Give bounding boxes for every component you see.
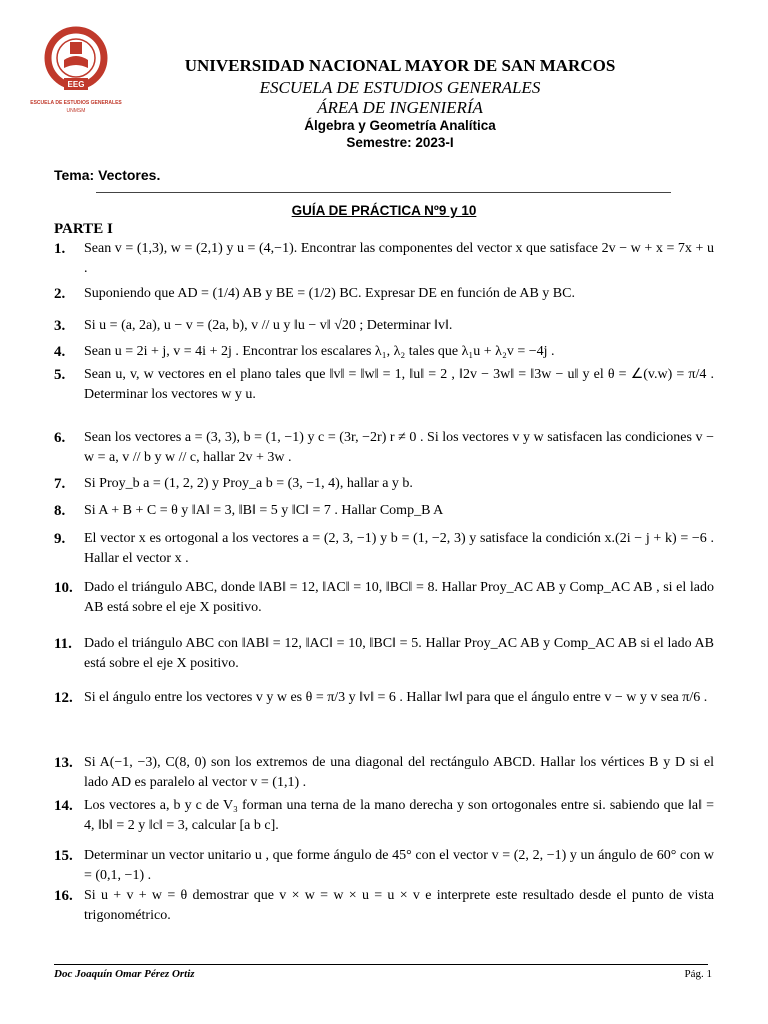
problem-number: 10.: [54, 580, 73, 596]
problem-6: [54, 428, 714, 468]
problem-10: [54, 578, 714, 618]
problem-16: [54, 886, 714, 926]
problem-11: [54, 634, 714, 674]
problem-text: Si el ángulo entre los vectores v y w es θ = π/3 y ‖v‖ = 6 . Hallar ‖w‖ para que el ángulo entre v − w y v sea π/6 .: [84, 690, 708, 705]
problem-text: Si Proy_b a = (1, 2, 2) y Proy_a b = (3, −1, 4), hallar a y b.: [84, 476, 413, 491]
footer-author: Doc Joaquín Omar Pérez Ortiz: [54, 968, 195, 980]
problem-14: [54, 796, 714, 836]
header-divider: [96, 192, 671, 193]
problem-text: Suponiendo que AD = (1/4) AB y BE = (1/2) BC. Expresar DE en función de AB y BC.: [84, 286, 575, 301]
problem-15: [54, 846, 714, 886]
logo-initials: EEG: [67, 80, 85, 89]
problem-12: [54, 688, 714, 708]
problem-text: Si u + v + w = θ demostrar que v × w = w × u = u × v e interprete este resultado desde el punto de vista trigonométrico.: [84, 888, 714, 923]
problem-number: 4.: [54, 344, 66, 360]
problem-13: [54, 753, 714, 793]
problem-number: 6.: [54, 430, 66, 446]
problem-3: [54, 316, 714, 336]
problem-9: [54, 529, 714, 569]
problem-text: Los vectores a, b y c de V₃ forman una terna de la mano derecha y son ortogonales entre si. sabiendo que ‖a‖ = 4, ‖b‖ = 2 y ‖c‖ = 3, calcular [a b c].: [84, 798, 714, 833]
logo-sub-text: UNMSM: [66, 108, 86, 114]
problem-text: El vector x es ortogonal a los vectores a = (2, 3, −1) y b = (1, −2, 3) y satisface la condición x.(2i − j + k) = −6 . Hallar el vector x .: [84, 531, 714, 566]
part-heading: PARTE I: [54, 221, 113, 237]
guide-title: GUÍA DE PRÁCTICA Nº9 y 10: [291, 203, 477, 218]
problem-number: 12.: [54, 690, 73, 706]
problem-number: 2.: [54, 286, 66, 302]
problem-text: Dado el triángulo ABC con ‖AB‖ = 12, ‖AC‖ = 10, ‖BC‖ = 5. Hallar Proy_AC AB y Comp_AC AB si el lado AB está sobre el eje X positivo.: [84, 636, 714, 671]
problem-number: 9.: [54, 531, 66, 547]
logo-ring-text: ESCUELA DE ESTUDIOS GENERALES: [30, 100, 122, 106]
problem-number: 11.: [54, 636, 72, 652]
problem-text: Sean los vectores a = (3, 3), b = (1, −1) y c = (3r, −2r) r ≠ 0 . Si los vectores v y w satisfacen las condiciones v − w = a, v // b y w // c, hallar 2v + 3w .: [84, 430, 714, 465]
problem-number: 14.: [54, 798, 73, 814]
problem-text: Si A(−1, −3), C(8, 0) son los extremos de una diagonal del rectángulo ABCD. Hallar los vértices B y D si el lado AD es paralelo al vector v = (1,1) .: [84, 755, 714, 790]
university-logo: [30, 24, 148, 120]
problem-4: [54, 342, 714, 362]
problem-text: Sean u, v, w vectores en el plano tales que ‖v‖ = ‖w‖ = 1, ‖u‖ = 2 , ‖2v − 3w‖ = ‖3w − u‖ y el θ = ∠(v.w) = π/4 . Determinar los vectores w y u.: [84, 367, 714, 402]
problem-number: 7.: [54, 476, 66, 492]
problem-number: 5.: [54, 367, 66, 383]
topic: Tema: Vectores.: [54, 167, 161, 183]
problem-number: 13.: [54, 755, 73, 771]
problem-5: [54, 365, 714, 405]
problem-number: 15.: [54, 848, 73, 864]
university-name: UNIVERSIDAD NACIONAL MAYOR DE SAN MARCOS: [184, 56, 616, 75]
problem-8: [54, 501, 714, 521]
problem-text: Determinar un vector unitario u , que forme ángulo de 45° con el vector v = (2, 2, −1) y un ángulo de 60° con w = (0,1, −1) .: [84, 848, 714, 883]
course-name: Álgebra y Geometría Analítica: [304, 118, 496, 133]
problem-text: Sean u = 2i + j, v = 4i + 2j . Encontrar los escalares λ₁, λ₂ tales que λ₁u + λ₂v = −4j .: [84, 344, 555, 359]
footer-page-number: Pág. 1: [684, 968, 712, 980]
semester: Semestre: 2023-I: [346, 135, 454, 150]
problem-text: Si u = (a, 2a), u − v = (2a, b), v // u y ‖u − v‖ √20 ; Determinar ‖v‖.: [84, 318, 453, 333]
problem-1: [54, 239, 714, 279]
problem-text: Sean v = (1,3), w = (2,1) y u = (4,−1). Encontrar las componentes del vector x que satisface 2v − w + x = 7x + u .: [84, 241, 714, 276]
problem-number: 16.: [54, 888, 73, 904]
school-name: ESCUELA DE ESTUDIOS GENERALES: [259, 78, 541, 97]
problem-7: [54, 474, 714, 494]
problem-text: Dado el triángulo ABC, donde ‖AB‖ = 12, ‖AC‖ = 10, ‖BC‖ = 8. Hallar Proy_AC AB y Comp_AC AB , si el lado AB está sobre el eje X positivo.: [84, 580, 714, 615]
area-name: ÁREA DE INGENIERÍA: [317, 98, 483, 117]
problem-2: [54, 284, 714, 304]
footer-divider: [54, 964, 708, 965]
problem-number: 3.: [54, 318, 66, 334]
problem-number: 1.: [54, 241, 66, 257]
problem-text: Si A + B + C = θ y ‖A‖ = 3, ‖B‖ = 5 y ‖C‖ = 7 . Hallar Comp_B A: [84, 503, 444, 518]
problem-number: 8.: [54, 503, 66, 519]
